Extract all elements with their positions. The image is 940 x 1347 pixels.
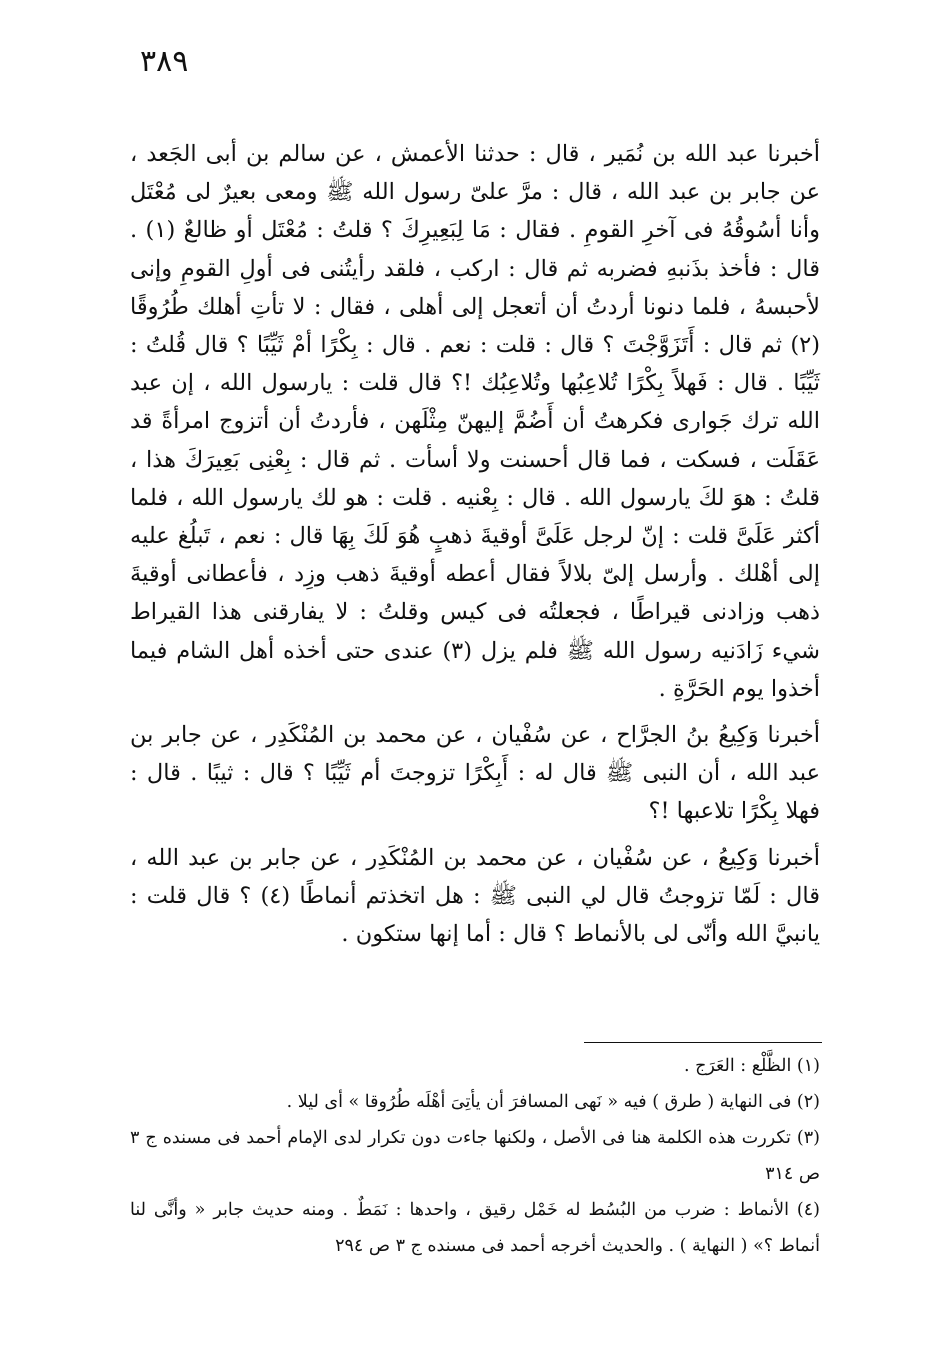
footnote-1: (١) الظَّلْع : العَرَج .	[683, 1056, 820, 1076]
footnotes	[130, 1048, 820, 1264]
page-number: ٣٨٩	[140, 44, 189, 79]
footnote-2: (٢) فى النهاية ( طرق ) فيه « نَهى المسافرَ أن يأتِىَ أهْلَه طُرُوقا » أى ليلا .	[286, 1092, 820, 1112]
footnote-4: (٤) الأنماط : ضرب من البُسُط له خَمْل رقيق ، واحدها : نَمَطٌ . ومنه حديث جابر « وأنَّى لنا أنماط ؟» ( النهاية ) . والحديث أخرجه أحمد فى مسنده ج ٣ ص ٢٩٤	[130, 1200, 820, 1256]
paragraph-2: أخبرنا وَكِيعُ بنُ الجرَّاح ، عن سُفْيان ، عن محمد بن المُنْكَدِر ، عن جابر بن عبد الله ، أن النبى ﷺ قال له : أَبِكْرًا تزوجتَ أم ثَيِّبًا ؟ قال : ثيبًا . قال : فهلا بِكْرًا تلاعبها !؟	[130, 722, 820, 825]
paragraph-3: أخبرنا وَكِيعُ ، عن سُفْيان ، عن محمد بن المُنْكَدِر ، عن جابر بن عبد الله ، قال : لَمّا تزوجتُ قال لي النبى ﷺ : هل اتخذتم أنماطًا (٤) ؟ قال قلت : يانبيَّ الله وأنّى لى بالأنماط ؟ قال : أما إنها ستكون .	[130, 844, 820, 948]
footnote-3: (٣) تكررت هذه الكلمة هنا فى الأصل ، ولكنها جاءت دون تكرار لدى الإمام أحمد فى مسنده ج ٣ ص ٣١٤	[130, 1128, 820, 1184]
footnote-divider	[584, 1042, 822, 1043]
paragraph-1: أخبرنا عبد الله بن نُمَير ، قال : حدثنا الأعمش ، عن سالم بن أبى الجَعد ، عن جابر بن عبد الله ، قال : مرَّ علىّ رسول الله ﷺ ومعى بعيرٌ لى مُعْتَل وأنا أسُوقُهُ فى آخرِ القومِ . فقال : مَا لِبَعِيرِكَ ؟ قلتُ : مُعْتَل أو ظالعٌ (١) . قال : فأخذ بذَنبهِ فضربه ثم قال : اركب ، فلقد رأيتُنى فى أولِ القومِ وإنى لأحبسهُ ، فلما دنونا أردتُ أن أتعجل إلى أهلى ، فقال : لا تأتِ أهلك طُرُوقًا (٢) ثم قال : أَتَزَوَّجْتَ ؟ قال : قلت : نعم . قال : بِكْرًا أمْ ثَيِّبًا ؟ قال قُلتُ : ثَيِّبًا . قال : فَهلاً بِكْرًا تُلاعِبُها وتُلاعِبُك !؟ قال قلت : يارسول الله ، إن عبد الله ترك جَوارى فكرهتُ أن أَضُمَّ إليهنّ مِثْلَهن ، فأردتُ أن أتزوج امرأةً قد عَقَلَت ، فسكت ، فما قال أحسنت ولا أسأت . ثم قال : بِعْنِى بَعِيرَكَ هذا ، قلتُ : هوَ لكَ يارسول الله . قال : بِعْنيه . قلت : هو لك يارسول الله ، فلما أكثر عَلَىَّ قلت : إنّ لرجل عَلَىَّ أوقيةَ ذهبٍ هُوَ لَكَ بِهَا قال : نعم ، تَبلُغ عليه إلى أهْلك . وأرسل إلىّ بلالاً فقال أعطه أوقيةَ ذهب وزِد ، فأعطانى أوقيةَ ذهب وزادنى قيراطًا ، فجعلتُه فى كيس وقلتُ : لا يفارقنى هذا القيراط شيء زَادَنيه رسول الله ﷺ فلم يزل (٣) عندى حتى أخذه أهل الشام فيما أخذوا يوم الحَرَّةِ .	[130, 141, 820, 702]
main-text	[130, 135, 820, 961]
